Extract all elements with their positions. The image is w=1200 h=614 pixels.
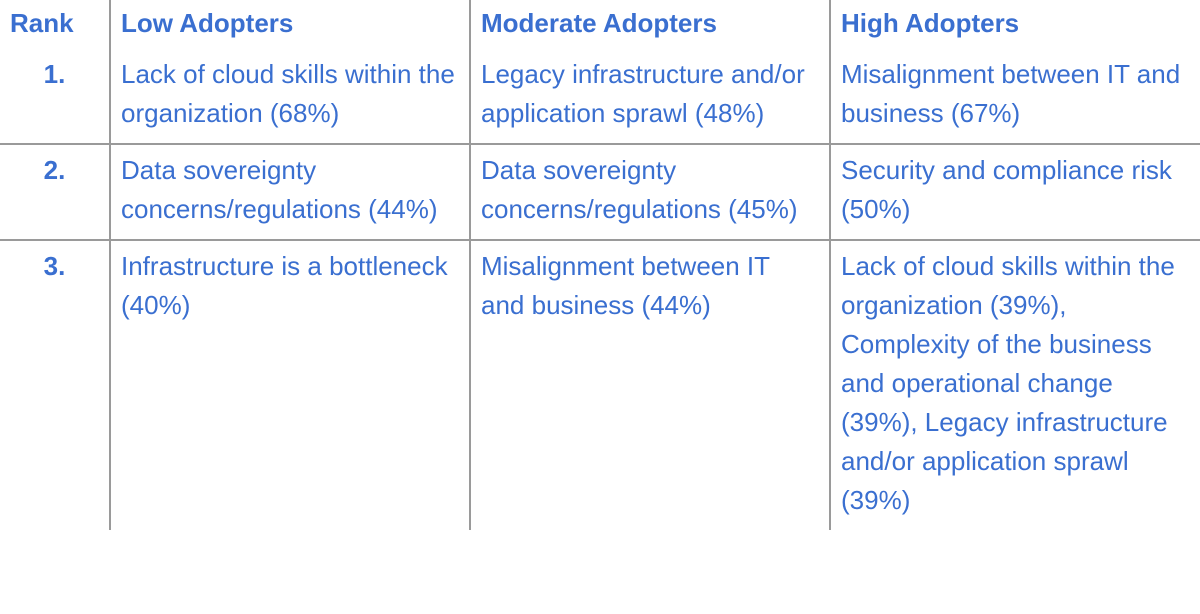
cell-rank: 3. [0, 240, 110, 530]
column-header-rank: Rank [0, 0, 110, 49]
cell-text: Data sovereignty concerns/regulations (44%) [121, 155, 438, 224]
cell-text: Legacy infrastructure and/or application sprawl (48%) [481, 59, 812, 128]
table-row [0, 240, 1200, 530]
cell-moderate-adopters [470, 240, 830, 530]
column-header-high-adopters: High Adopters [830, 0, 1200, 49]
cell-high-adopters [830, 144, 1200, 240]
cell-moderate-adopters [470, 144, 830, 240]
cell-text: Lack of cloud skills within the organization (39%), Complexity of the business and operational change (39%), Legacy infrastructure and/or application sprawl (39%) [841, 251, 1183, 515]
table-header [0, 0, 1200, 49]
cell-low-adopters [110, 144, 470, 240]
cell-text: Security and compliance risk (50%) [841, 155, 1180, 224]
cell-text: Lack of cloud skills within the organization (68%) [121, 59, 463, 128]
column-header-low-adopters: Low Adopters [110, 0, 470, 49]
cell-low-adopters [110, 240, 470, 530]
cell-text: Misalignment between IT and business (67%) [841, 59, 1188, 128]
table-header-row [0, 0, 1200, 49]
cell-moderate-adopters [470, 49, 830, 144]
cell-high-adopters [830, 49, 1200, 144]
cell-rank: 2. [0, 144, 110, 240]
cell-rank: 1. [0, 49, 110, 144]
cell-text: Misalignment between IT and business (44%) [481, 251, 777, 320]
cell-text: Data sovereignty concerns/regulations (45%) [481, 155, 798, 224]
table-row [0, 49, 1200, 144]
cell-low-adopters [110, 49, 470, 144]
column-header-moderate-adopters: Moderate Adopters [470, 0, 830, 49]
cell-high-adopters [830, 240, 1200, 530]
table-row [0, 144, 1200, 240]
cell-text: Infrastructure is a bottleneck (40%) [121, 251, 455, 320]
table-body [0, 49, 1200, 530]
